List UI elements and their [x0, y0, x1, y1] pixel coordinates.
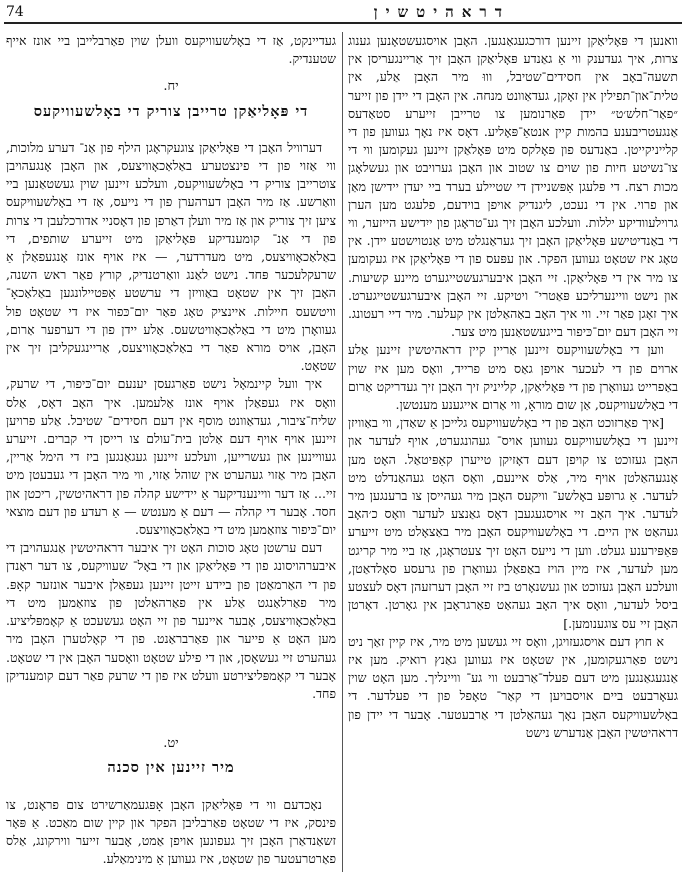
- paragraph: דערוויל האָבן די פּאָליאַקן צוגעקראָגן הילף פון אַנ־ דערע מלוכות, ווי אַזוי פון די פינצטערע באַלאַכאָוויצעס, און האָבן אָנגעהויבן צוטרייבן צוריק די באָלשעוויקעס, וועלכע זיינען שוין געשטאַנען ביי וואַרשע. אַז מיר האָבן דערהערן פון די נייעס, אַז די באָלשעוויקעס ציען זיך צוריק און אַז מיר וועלן דאַרפן פון דאָסניי אדורכלעבן די צרות פון די אַנ־ קומענדיקע פּאָליאַקן מיט זייערע שותפים, די באַלאַכאָוויצעס, מיט מעדרדער, — איז אויף אונז אָנגעפאַלן אַ שרעקלעכער פּחד. נישט לאַנג וואַרטנדיק, קורץ פאַר ראש השנה, האָבן זיך אין שטאָט באַוויזן די ערשטע אַפּטיילונגען באַלאַכאָ־ וויטשעס חיילות. איינציק טאָג פאַר יום־כּפור איז די שטאָט פול געוואָרן מיט די באַלאַכאָוויטשעס. אַלע יידן פון די דערפער אַרום, האָבן, אויס מורא פאַר די באַלאַכאָוויצעס, אַריינגעקליבן זיך אין שטאָט.: [6, 139, 336, 374]
- section-spacer: [6, 703, 336, 725]
- running-title: דראהיטשין: [373, 2, 510, 21]
- paragraph: ווען די באָלשעוויקעס זיינען אַריין קיין דראהיטשין זיינען אַלע ארוים פון די לעכער אויפן גאַס מיט פרייד, וואָס מען איז שוין באַפרייט געוואָרן פון די פּאָליאַקן, קלייניק זיך האָבן זיך געדריקט אַרום די באָלשעוויקעס, אַן שום מוראָ, ווי אַרום אייגענע מענטשן.: [348, 342, 678, 413]
- right-column: [348, 32, 678, 872]
- paragraph: איך וועל קיינמאָל נישט פאַרגעסן יענעם יום־כּיפור, די שרעק, וואָס איז געפאַלן אויף אונז אַלעמען. איך האָב דאָס, אַלס שליח־ציבור, געדאַוונט מוסף אין דעם חסידים־ שטיבל. אַלע פרויען זיינען אויף אויף דעם אַלטן בית־עולם צו רייסן די קברים. זייערע געוויינען און געשרייען, וועלכע זיינען געגאַנגען ביז די הימל אַריין, האָבן מיר אַזוי געהערט אין שוהל אַזוי, ווי מיר האָבן די געבעטן מיט זיי... אַז דער וויינענדיקער אַ יידישע קהלה פון דראהיטשין, ריכטן און חסד. אָבער די קהלה — דעם אַ מענטש — אַ רעדע פון דעם מוצאי יום־כּיפור צוזאַמען מיט די באַלאַכאָוויצעס.: [6, 376, 336, 538]
- paragraph: וואנען די פּאָליאַקן זיינען דורכגעגאַנגען. האָבן אויסגעשטאָנען גענוג צרות, איך געדענק ווי אַ גאַנדע פּאָליאַקן האָבן זיך אַריינגעריסן אין תשעה־באָב אין חסידים־שטיבל, וווּ מיר האָבן אַלע, אין טלית־און־תפילין אין זאָקן, געדאַוונט מנחה. אין האָבן די יידן פון זייער ״פאַר־חלש׳ט״ יידן פאַרנומען צו טרייבן זייערע סטאַדעס אַנגעטריבענע בהמות קיין אנטאַ־פּאָליע. דאָס איז נאָך געווען פון די קלייניקייטן. באַנדעס פון פאָלקס מיט פּאָלאַקן זיינען געקומען ווי די צו־נשיטע חיות פון שוים צו שטוב און האָבן גערויבט און געשלאָגן מכות רצח. די פּלעגן אַפּשניידן די שטיילע בערד ביי יעדן יידישן מאַן און פרוי. אין די נעכט, ליגנדיק אויפן בוידעם, פלעגט מען הערן גרוילעוודיקע יללות. וועלכע האָבן זיך גע־טראָגן פון ייִדישע הייזער, ווי די באַנדיטישע פּאָליאַקן האָבן זיך געראַנגלט מיט אַנטוישטע יידן. אין טאָג איז שטאָט געווען הפקר. און עפּעס פון די פּאָליאַקן איז געקומען צו מיר אין די פּאָליאַקן. זיי האָבן איבערגעשטייגערט מיינע קשיעות. און נישט וויינערליכע פּאַטרי־ ויטיקע. זיי האָבן איבערגעשטייגערט. איך זאָגן פאַר זיי. ווי איך האָב באַהאַלטן אין קעלער. מיר דיי רעטונג. זיי האָבן דעם יום־כּיפור בייגעשטאַנען מיט צער.: [348, 33, 678, 340]
- paragraph: דעם ערשטן טאָג סוכות האָט זיך איבער דראהיטשין אַנגעהויבן די איבערהויסונג פון די פּאָליאַקן און די באָל־ שעוויקעס, צו דער ראַנדן פון די האַרמאַטן פון ביידע זייטן זיינען געפאַלן איבער אונזער קאָפּ. מיר פאַרלאַנגט אַלע אין פאַרהאַלטן פון צוזאַמען מיט די באַלאַכאָוויצעס, אָבער איינער פון זיי האָט געשעכט אַ קאָמפּליציע. מען האָט אַ פייער און פאַרבראַנט. פון די קאָלטערן האָבן מיר געהערט זיי געשאָסן, און די פילע שטאָט וואָסער האָבן אין די שטאָט. אָבער די קאָמפּליצירטע וועלט איז פון די שרעק פאַר דעם קומענדיקן פחד.: [6, 540, 336, 701]
- paragraph: א חוץ דעם אויסגעזויגן, וואָס זיי געשען מיט מיר, איז קיין זאַך ניט נישט פאַרגעקומען, אין שטאָט איז געווען גאַנץ רואיק. מען איז אַנגעגאַנגען מיט דעם פעלד־אַרבעט ווי גע־ וויינליך. מען האָט שוין געאָרבעט ביים אויסבויען די קאַר־ טאָפל פון די פעלדער. די באָלשעוויקעס האָבן נאָך געהאַלטן די אַרבעטער. אָבער די יידן פון דראהיטשין האָבן אַנדערש נישט: [348, 633, 678, 740]
- section-title: מיר זיינען אין סכנה: [107, 759, 235, 777]
- paragraph: נאָכדעם ווי די פּאָליאַקן האָבן אָפּגעמאַרשירט צום פראָנט, צו פינסק, איז די שטאָט פאַרבליבן הפקר און קיין שום מאַכט. אַ פּאָר זשאַנדאַרן האָבן זיך געפונען אויפן אַמט, אָבער זייער ווירקונג, אַלס פאַרטרעטער פון שטאָט, איז געווען אַ מינימאַלע.: [6, 796, 336, 867]
- page-header: [6, 2, 680, 22]
- left-column: [6, 32, 336, 872]
- section-number: יח.: [163, 79, 179, 95]
- column-divider: [342, 32, 343, 872]
- paragraph: [איך פאַרזוכט האָב פון די באָלשעוויקעס גלייכן אַ שאַדן, ווי באַוויזן זיינען די באָלשעוויקעס געווען אויס־ געהונגערט, אויף לעדער און האָבן געזוכט צו קויפן דעם דאָזיקן טייערן קאַפּיטאַל. האָט מען אָנגעהאַלטן אויף מיר, אַלס איינעם, וואָס האָט געהאַנדלט מיט לעדער. אַ גרופּע באָלשע־ וויקעס האָבן מיר געהייסן צו ברענגען מיר לעדער. איך האָב זיי אויסגעגעבן דאָס גאַנצע לעדער וואָס כ׳האָב געהאַט אין היים. די באָלשעוויקעס האָבן מיר באַצאָלט מיט זייערע פּאַפּירענע געלט. ווען די נייעס האָט זיך צעטראָגן, אַז ביי מיר קריגט מען לעדער, איז מיין הויז באַפאַלן געוואָרן פון גרעסע סאָלדאַטן, וועלכע האָבן געזוכט און געשנאָרט ביז זיי האָבן דערזעהן דאָס לעצטע ביסל לעדער, וואָס איך האָב געהאַט פאַרגראָבן אין גאָרטן. דאָרטן האָבן זיי עס צוגענומען.]: [348, 415, 678, 631]
- section-number: יט.: [163, 736, 179, 752]
- paragraph: געדיינקט, אַז די באָלשעוויקעס וועלן שוין פאַרבלייבן ביי אונז אייף שטענדיק.: [6, 33, 336, 67]
- section-title: די פּאָליאַקן טרייבן צוריק די באָלשעוויקעס: [33, 102, 309, 120]
- header-rule: [4, 22, 682, 24]
- page-number: 74: [6, 4, 24, 20]
